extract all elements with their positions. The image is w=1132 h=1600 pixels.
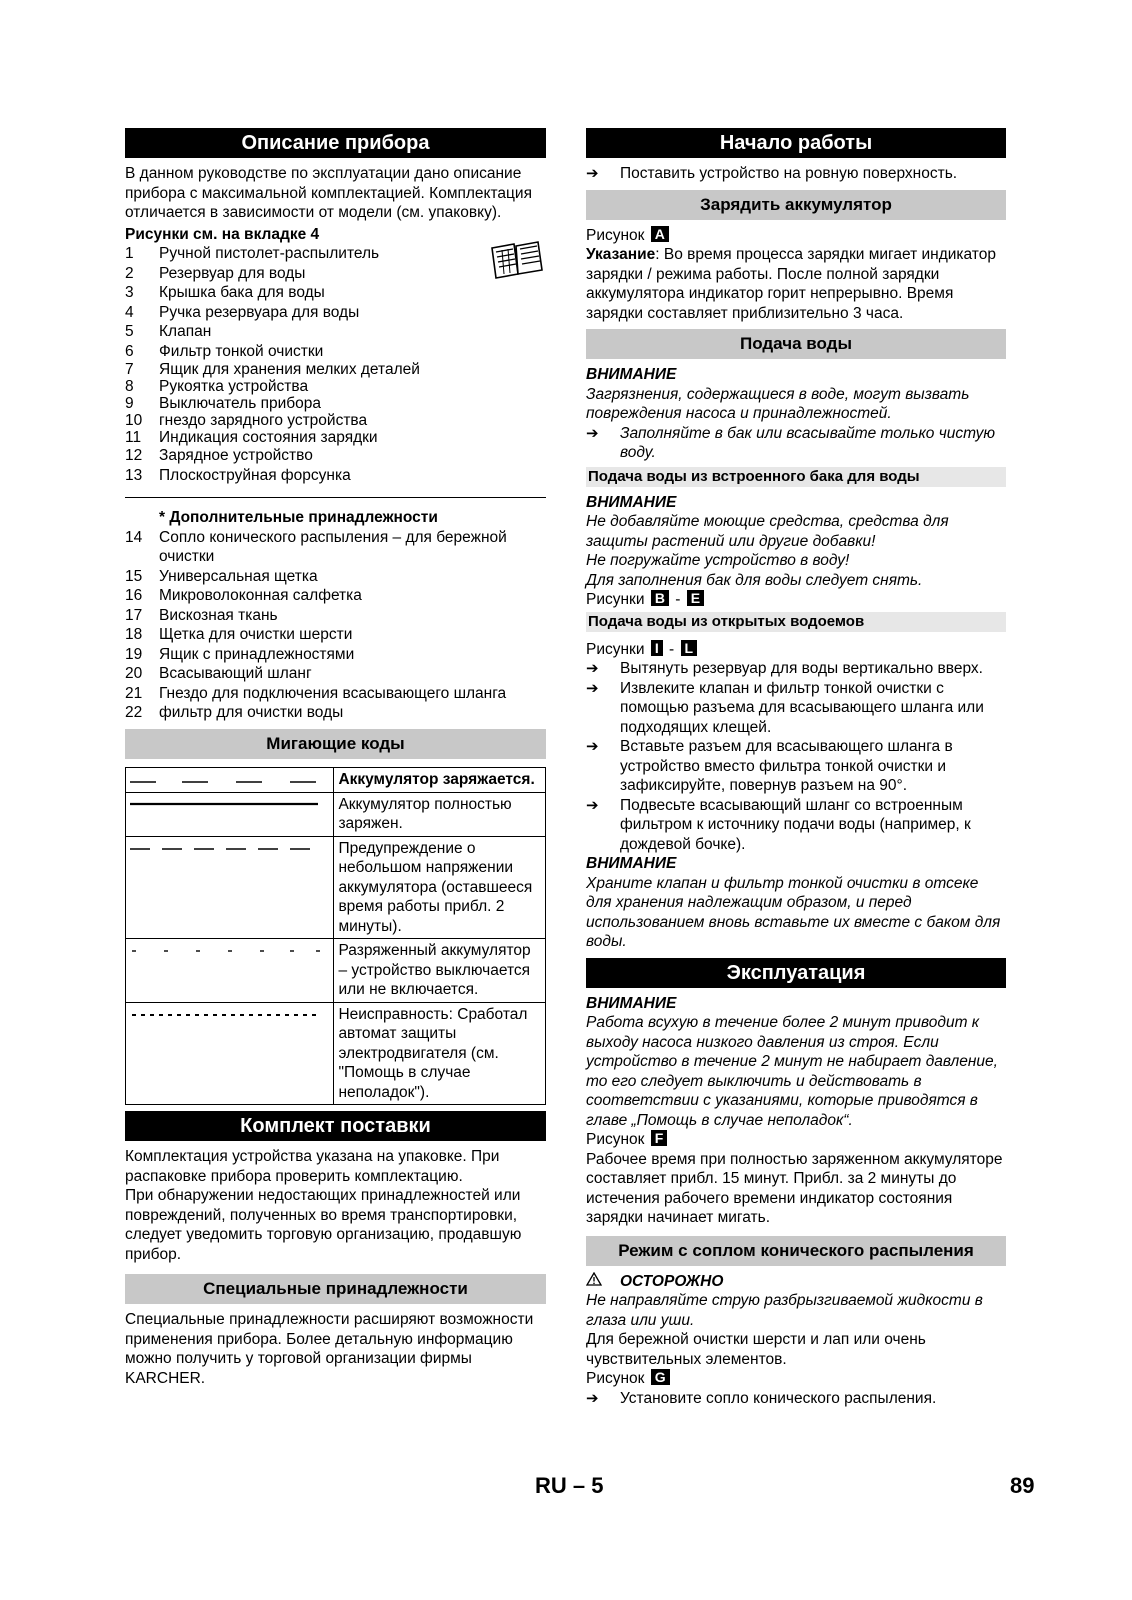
parts-list: [125, 244, 546, 485]
builtin-warning-2: Не погружайте устройство в воду!: [586, 552, 850, 569]
list-item: 21 Гнездо для подключения всасывающего шланга: [125, 684, 507, 702]
list-item: 10 гнездо зарядного устройства: [125, 412, 368, 429]
figure-badge: L: [681, 640, 698, 656]
water-warning: Загрязнения, содержащиеся в воде, могут вызвать повреждения насоса и принадлежностей.: [586, 385, 970, 422]
right-column: [586, 128, 1006, 1408]
code-desc-charging: Аккумулятор заряжается.: [334, 767, 546, 792]
list-item: ➔ Поставить устройство на ровную поверхность.: [586, 165, 958, 182]
pattern-long-dashes: [126, 767, 334, 792]
table-row: [126, 836, 546, 939]
pattern-short-dashes: [126, 939, 334, 1003]
section-heading-start: Начало работы: [586, 128, 1006, 158]
subheading-builtin-tank: Подача воды из встроенного бака для воды: [586, 467, 1006, 487]
figure-badge: A: [651, 226, 669, 242]
figure-ref-B-E: Рисунки B - E: [586, 590, 1006, 610]
list-item: 22 фильтр для очистки воды: [125, 704, 344, 721]
delivery-text-1: Комплектация устройства указана на упаковке. При распаковке прибора проверить комплектацию.: [125, 1148, 500, 1185]
arrow-right-icon: ➔: [586, 1389, 599, 1407]
list-item: 2 Резервуар для воды: [125, 264, 306, 282]
manual-book-icon: [488, 240, 546, 280]
charge-note: Указание: Во время процесса зарядки мигает индикатор зарядки / режима работы. После полной зарядки аккумулятора индикатор горит непрерывно. Время зарядки составляет приблизительно 3 часа.: [586, 246, 996, 322]
list-item: 5 Клапан: [125, 323, 212, 340]
figure-badge: B: [651, 590, 669, 606]
left-column: [125, 128, 546, 1388]
list-item: 19 Ящик с принадлежностями: [125, 645, 355, 663]
description-intro: В данном руководстве по эксплуатации дано описание прибора с максимальной комплектацией. Комплектация отличается в зависимости от модели (см. упаковку).: [125, 165, 532, 221]
list-item: ➔ Подвесьте всасывающий шланг со встроенным фильтром к источнику подачи воды (например, к дождевой бочке).: [586, 796, 971, 853]
footer-page-number: 89: [1010, 1473, 1035, 1498]
open-water-warning: Храните клапан и фильтр тонкой очистки в отсеке для хранения надлежащим образом, и перед использованием вновь вставьте их вместе с баком для воды.: [586, 874, 1001, 950]
subheading-open-water: Подача воды из открытых водоемов: [586, 612, 1006, 632]
section-heading-description: Описание прибора: [125, 128, 546, 158]
section-heading-cone-nozzle: Режим с соплом конического распыления: [586, 1236, 1006, 1266]
figure-badge: E: [687, 590, 704, 606]
list-item: 15 Универсальная щетка: [125, 567, 318, 585]
list-item: 11 Индикация состояния зарядки: [125, 429, 378, 446]
figure-ref-A: Рисунок A: [586, 226, 1006, 246]
arrow-right-icon: ➔: [586, 424, 599, 442]
figure-badge: I: [651, 640, 663, 656]
caution-row: ОСТОРОЖНО: [586, 1272, 1006, 1292]
code-desc-charged: Аккумулятор полностью заряжен.: [334, 792, 546, 836]
arrow-right-icon: ➔: [586, 679, 599, 697]
operation-text: Рабочее время при полностью заряженном аккумуляторе составляет прибл. 15 минут. Прибл. за 2 минуты до истечения рабочего времени индикатор состояния зарядки начинает мигать.: [586, 1150, 1003, 1226]
accessories-title: * Дополнительные принадлежности: [159, 509, 438, 526]
pattern-medium-dashes: [126, 836, 334, 939]
table-row: [126, 1002, 546, 1105]
attention-label: ВНИМАНИЕ: [586, 366, 677, 383]
attention-label: ВНИМАНИЕ: [586, 493, 677, 511]
cone-warning: Не направляйте струю разбрызгиваемой жидкости в глаза или уши.: [586, 1292, 983, 1329]
flash-codes-table: [125, 767, 546, 1106]
section-heading-delivery: Комплект поставки: [125, 1111, 546, 1141]
arrow-right-icon: ➔: [586, 796, 599, 814]
builtin-warning-3: Для заполнения бак для воды следует снять.: [586, 571, 923, 589]
figures-note: Рисунки см. на вкладке 4: [125, 225, 320, 243]
list-item: 1 Ручной пистолет-распылитель: [125, 245, 380, 262]
figure-badge: F: [651, 1130, 668, 1146]
list-item: 18 Щетка для очистки шерсти: [125, 626, 353, 643]
special-accessories-text: Специальные принадлежности расширяют возможности применения прибора. Более детальную информацию можно получить у торговой организации фирмы KARCHER.: [125, 1311, 534, 1387]
code-desc-discharged: Разряженный аккумулятор – устройство выключается или не включается.: [334, 939, 546, 1003]
code-desc-fault: Неисправность: Сработал автомат защиты электродвигателя (см. "Помощь в случае неполадок").: [334, 1002, 546, 1105]
arrow-right-icon: ➔: [586, 738, 599, 755]
list-item: 17 Вискозная ткань: [125, 606, 278, 624]
section-heading-operation: Эксплуатация: [586, 958, 1006, 988]
pattern-fast-dashes: [126, 1002, 334, 1105]
list-item: 8 Рукоятка устройства: [125, 378, 309, 395]
pattern-solid: [126, 792, 334, 836]
footer-section-page: RU – 5: [535, 1473, 604, 1498]
list-item: 12 Зарядное устройство: [125, 447, 313, 464]
figure-ref-G: Рисунок G: [586, 1369, 1006, 1389]
table-row: [126, 767, 546, 792]
list-item: 9 Выключатель прибора: [125, 395, 321, 412]
list-item: 6 Фильтр тонкой очистки: [125, 342, 324, 360]
section-heading-flash-codes: Мигающие коды: [125, 729, 546, 759]
table-row: [126, 792, 546, 836]
list-item: ➔ Установите сопло конического распыления.: [586, 1389, 937, 1407]
list-item: ➔ Вставьте разъем для всасывающего шланга в устройство вместо фильтра тонкой очистки и зафиксируйте, повернув разъем на 90°.: [586, 738, 953, 794]
code-desc-low-voltage: Предупреждение о небольшом напряжении аккумулятора (оставшееся время работы прибл. 2 минуты).: [334, 836, 546, 939]
list-item: 16 Микроволоконная салфетка: [125, 587, 362, 604]
section-heading-water: Подача воды: [586, 329, 1006, 359]
warning-triangle-icon: [586, 1272, 620, 1292]
section-heading-charge: Зарядить аккумулятор: [586, 190, 1006, 220]
cone-text: Для бережной очистки шерсти и лап или очень чувствительных элементов.: [586, 1331, 926, 1368]
list-item: 13 Плоскоструйная форсунка: [125, 466, 351, 484]
figure-ref-F: Рисунок F: [586, 1130, 1006, 1150]
arrow-right-icon: ➔: [586, 165, 599, 182]
accessories-list: [125, 528, 546, 723]
figure-badge: G: [651, 1369, 670, 1385]
list-item: ➔ Заполняйте в бак или всасывайте только чистую воду.: [586, 424, 996, 461]
attention-label: ВНИМАНИЕ: [586, 855, 677, 872]
section-heading-special-accessories: Специальные принадлежности: [125, 1274, 546, 1304]
list-item: 7 Ящик для хранения мелких деталей: [125, 361, 420, 378]
list-item: ➔ Вытянуть резервуар для воды вертикально вверх.: [586, 660, 983, 677]
operation-warning: Работа всухую в течение более 2 минут приводит к выходу насоса низкого давления из строя. Если устройство в течение 2 минут не набирает давление, то его следует выключить и действовать в соответствии с указаниями, которые приводятся в главе „Помощь в случае неполадок“.: [586, 1014, 998, 1129]
divider: [125, 497, 546, 498]
delivery-text-2: При обнаружении недостающих принадлежностей или повреждений, полученных во время транспортировки, следует уведомить торговую организацию, продавшую прибор.: [125, 1187, 522, 1263]
list-item: ➔ Извлеките клапан и фильтр тонкой очистки с помощью разъема для всасывающего шланга или подходящих клещей.: [586, 679, 984, 736]
builtin-warning-1: Не добавляйте моющие средства, средства для защиты растений или другие добавки!: [586, 513, 949, 550]
attention-label: ВНИМАНИЕ: [586, 994, 677, 1012]
list-item: 4 Ручка резервуара для воды: [125, 303, 360, 321]
table-row: [126, 939, 546, 1003]
list-item: 20 Всасывающий шланг: [125, 665, 312, 682]
list-item: 14 Сопло конического распыления – для бережной очистки: [125, 528, 507, 565]
arrow-right-icon: ➔: [586, 660, 599, 677]
figure-ref-I-L: Рисунки I - L: [586, 640, 1006, 660]
list-item: 3 Крышка бака для воды: [125, 284, 325, 301]
